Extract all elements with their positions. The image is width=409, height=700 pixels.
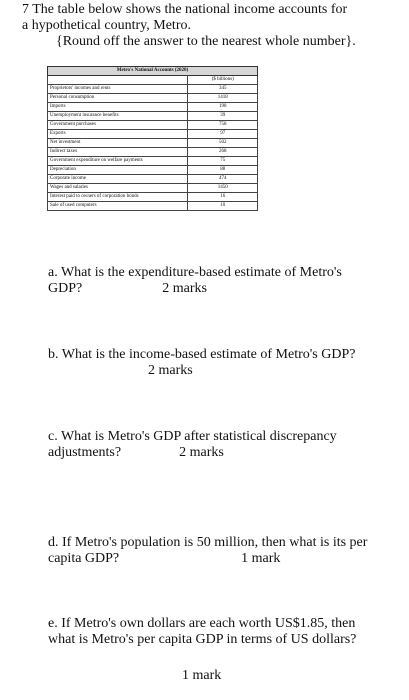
table-row <box>48 130 258 139</box>
question-d-line-2 <box>48 551 383 567</box>
row-label: Proprietors' incomes and rents <box>48 85 188 94</box>
question-d-marks: 1 mark <box>241 551 281 566</box>
question-c-line-1: c. What is Metro's GDP after statistical discrepancy <box>48 429 337 444</box>
rounding-instruction: {Round off the answer to the nearest whole number}. <box>56 34 356 49</box>
question-b-line-1: b. What is the income-based estimate of Metro's GDP? <box>48 347 356 362</box>
row-value: 345 <box>188 85 258 94</box>
row-value: 16 <box>188 193 258 202</box>
row-value: 88 <box>188 166 258 175</box>
question-c-line-2 <box>48 445 383 461</box>
table-header-blank <box>48 76 188 85</box>
question-a-line-2 <box>48 281 383 297</box>
row-label: Indirect taxes <box>48 148 188 157</box>
row-value: 502 <box>188 139 258 148</box>
table-row <box>48 193 258 202</box>
row-label: Unemployment insurance benefits <box>48 112 188 121</box>
row-value: 39 <box>188 112 258 121</box>
table-row <box>48 121 258 130</box>
row-value: 758 <box>188 121 258 130</box>
question-b-line-2 <box>48 363 383 379</box>
question-d <box>48 535 383 567</box>
table-row <box>48 85 258 94</box>
question-b-marks: 2 marks <box>148 363 193 378</box>
row-label: Sale of used computers <box>48 202 188 211</box>
question-c-marks: 2 marks <box>179 445 224 460</box>
question-e-line-2: what is Metro's per capita GDP in terms of US dollars? <box>48 632 357 647</box>
question-a-line-1: a. What is the expenditure-based estimate of Metro's <box>48 265 342 280</box>
row-label: Government expenditure on welfare payments <box>48 157 188 166</box>
row-label: Interest paid to owners of corporation bonds <box>48 193 188 202</box>
row-label: Government purchases <box>48 121 188 130</box>
national-accounts-table <box>47 66 258 211</box>
row-label: Personal consumption <box>48 94 188 103</box>
table-row <box>48 94 258 103</box>
row-label: Depreciation <box>48 166 188 175</box>
table-row <box>48 157 258 166</box>
table-title: Metro's National Accounts (2020) <box>48 67 258 76</box>
table-unit-header: ($ billions) <box>188 76 258 85</box>
question-a-marks: 2 marks <box>162 281 207 296</box>
question-e-marks: 1 mark <box>182 668 222 683</box>
question-c <box>48 429 383 461</box>
question-e <box>48 616 383 684</box>
table-row <box>48 103 258 112</box>
question-b <box>48 347 383 379</box>
row-value: 1418 <box>188 94 258 103</box>
intro-line-2: a hypothetical country, Metro. <box>22 18 191 33</box>
table-row <box>48 184 258 193</box>
row-label: Imports <box>48 103 188 112</box>
table-row <box>48 112 258 121</box>
question-c-text-2: adjustments? <box>48 445 122 460</box>
table-row <box>48 175 258 184</box>
row-label: Wages and salaries <box>48 184 188 193</box>
question-d-line-1: d. If Metro's population is 50 million, then what is its per <box>48 535 368 550</box>
row-value: 474 <box>188 175 258 184</box>
table-row <box>48 166 258 175</box>
row-value: 268 <box>188 148 258 157</box>
question-a-text-2: GDP? <box>48 281 83 296</box>
table-row <box>48 148 258 157</box>
row-value: 10 <box>188 202 258 211</box>
question-d-text-2: capita GDP? <box>48 551 120 566</box>
row-value: 198 <box>188 103 258 112</box>
row-value: 1450 <box>188 184 258 193</box>
table-row <box>48 202 258 211</box>
question-e-line-1: e. If Metro's own dollars are each worth US$1.85, then <box>48 616 356 631</box>
row-label: Net investment <box>48 139 188 148</box>
row-label: Exports <box>48 130 188 139</box>
row-value: 97 <box>188 130 258 139</box>
intro-line-1: 7 The table below shows the national income accounts for <box>22 2 348 17</box>
question-intro <box>22 2 397 50</box>
question-a <box>48 265 383 297</box>
row-value: 75 <box>188 157 258 166</box>
row-label: Corporate income <box>48 175 188 184</box>
table-row <box>48 139 258 148</box>
question-e-line-3 <box>48 668 383 684</box>
